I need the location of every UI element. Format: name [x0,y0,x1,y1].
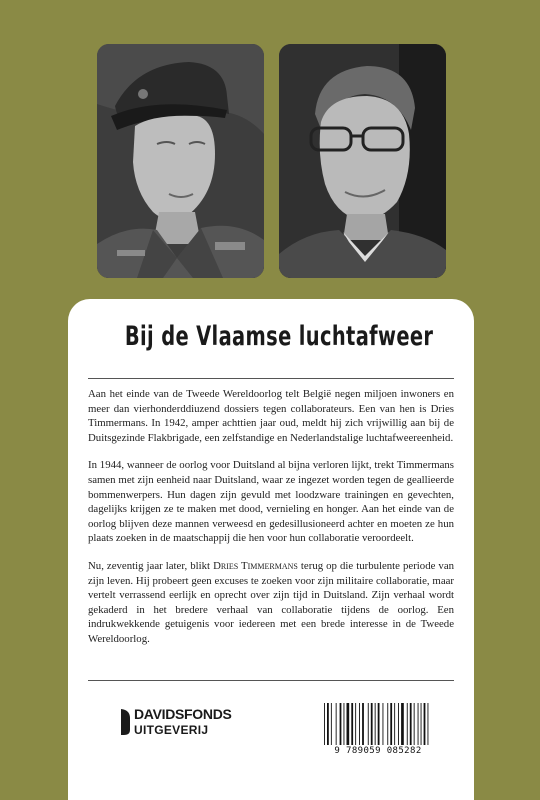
isbn-number: 9 789059 085282 [334,746,422,756]
back-cover-panel [68,299,474,800]
book-title: Bij de Vlaamse luchtafweer [124,321,434,352]
title-rule [88,378,454,379]
blurb-paragraph-3 [88,559,454,647]
barcode-icon [322,703,434,745]
blurb-paragraph-3-start: Nu, zeventig jaar later, blikt [88,559,214,572]
bottom-rule [88,680,454,681]
publisher-logo [120,706,250,740]
photo-young-soldier [97,44,264,278]
publisher-mark-icon [120,708,131,736]
author-name: Dries Timmermans [213,559,298,572]
publisher-name: DAVIDSFONDS [134,706,232,722]
blurb-paragraph-2: In 1944, wanneer de oorlog voor Duitsland al bijna verloren lijkt, trekt Timmermans samen met zijn eenheid naar Duitsland, waar ze ingezet worden tegen de geallieerde bommenwerpers. Hun dagen zijn gevuld met loodzware trainingen en gevechten, dagelijks krijgen ze te maken met dood, vernieling en honger. Aan het einde van de oorlog blijven deze mannen verweesd en gedesillusioneerd achter en moeten ze hun plaats zoeken in de maatschappij die hen voor hun collaboratie veroordeelt. [88,459,454,545]
blurb-paragraph-1: Aan het einde van de Tweede Wereldoorlog telt België negen miljoen inwoners en meer dan vierhonderddiuzend dossiers tegen collaborateurs. Een van hen is Dries Timmermans. In 1942, amper achttien jaar oud, meldt hij zich vrijwillig aan bij de Duitsgezinde Flakbrigade, een zelfstandige en Nederlandstalige luchtafweereenheid. [88,388,454,444]
publisher-subname: UITGEVERIJ [134,723,209,737]
photo-elderly-man [279,44,446,278]
blurb [88,387,454,660]
blurb-paragraph-3-end: terug op die turbulente periode van zijn leven. Hij probeert geen excuses te zoeken voor zijn militaire collaboratie, maar vertelt verrassend eerlijk en oprecht over zijn tijd in Duitsland. Zijn verhaal wordt gekaderd in het bredere verhaal van collaboratie tijdens de oorlog. Een indrukwekkende getuigenis voor iedereen met een brede interesse in de Tweede Wereldoorlog. [88,559,455,645]
